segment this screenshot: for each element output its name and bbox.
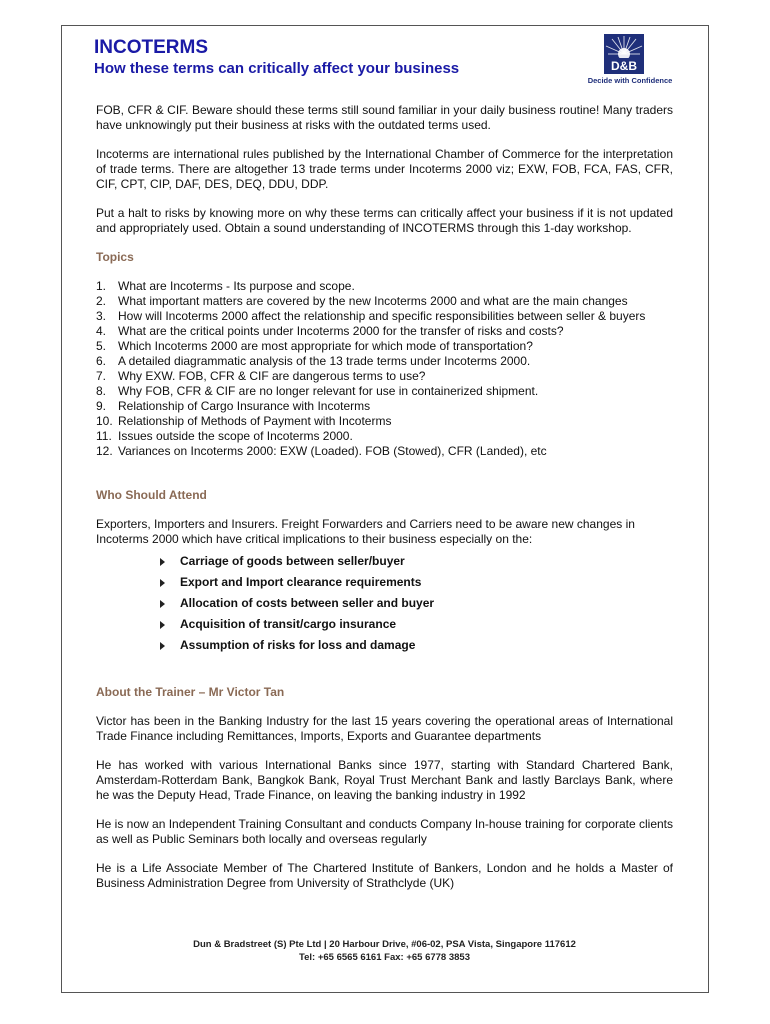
logo-tagline: Decide with Confidence: [587, 76, 673, 85]
list-text: Which Incoterms 2000 are most appropriate for which mode of transportation?: [118, 339, 533, 353]
footer-contact: Tel: +65 6565 6161 Fax: +65 6778 3853: [299, 952, 470, 963]
list-text: What are Incoterms - Its purpose and scope.: [118, 279, 355, 293]
list-item: [96, 369, 673, 384]
intro-paragraph: Incoterms are international rules published by the International Chamber of Commerce for the interpretation of trade terms. There are altogether 13 trade terms under Incoterms 2000 viz; EXW, FOB, FCA, FAS, CFR, CIF, CPT, CIP, DAF, DES, DEQ, DDU, DDP.: [96, 147, 673, 191]
list-item: [96, 324, 673, 339]
list-text: What important matters are covered by the new Incoterms 2000 and what are the main changes: [118, 294, 628, 308]
trainer-paragraph: He is now an Independent Training Consultant and conducts Company In-house training for corporate clients as well as Public Seminars both locally and overseas regularly: [96, 817, 674, 846]
arrow-right-icon: [160, 621, 165, 629]
intro-paragraph: Put a halt to risks by knowing more on why these terms can critically affect your business if it is not updated and appropriately used. Obtain a sound understanding of INCOTERMS through this 1-day workshop.: [96, 206, 673, 235]
dnb-logo: [580, 34, 680, 92]
list-number: 9.: [96, 399, 107, 413]
attend-paragraph: Exporters, Importers and Insurers. Freight Forwarders and Carriers need to be aware new changes in Incoterms 2000 which have critical implications to their business especially on the:: [96, 517, 635, 546]
trainer-paragraph: He has worked with various International Banks since 1977, starting with Standard Chartered Bank, Amsterdam-Rotterdam Bank, Bangkok Bank, Royal Trust Merchant Bank and lastly Barclays Bank, where he was the Deputy Head, Trade Finance, on leaving the banking industry in 1992: [96, 758, 673, 802]
topics-heading: Topics: [96, 250, 134, 264]
list-text: Issues outside the scope of Incoterms 2000.: [118, 429, 353, 443]
list-text: A detailed diagrammatic analysis of the 13 trade terms under Incoterms 2000.: [118, 354, 531, 368]
topics-list: [96, 279, 673, 459]
trainer-heading: About the Trainer – Mr Victor Tan: [96, 685, 285, 699]
page-title: INCOTERMS: [94, 37, 208, 58]
list-item: [96, 339, 673, 354]
list-text: What are the critical points under Incoterms 2000 for the transfer of risks and costs?: [118, 324, 564, 338]
list-number: 11.: [96, 429, 112, 443]
list-text: Relationship of Methods of Payment with Incoterms: [118, 414, 392, 428]
arrow-right-icon: [160, 579, 165, 587]
list-item: [160, 572, 673, 593]
list-number: 12.: [96, 444, 113, 458]
list-number: 8.: [96, 384, 107, 398]
list-item: [96, 294, 673, 309]
list-number: 3.: [96, 309, 107, 323]
arrow-right-icon: [160, 600, 165, 608]
list-number: 7.: [96, 369, 107, 383]
list-text: How will Incoterms 2000 affect the relationship and specific responsibilities between seller & buyers: [118, 309, 646, 323]
list-item: [96, 309, 673, 324]
page-footer: [96, 938, 673, 964]
list-number: 5.: [96, 339, 107, 353]
attend-heading: Who Should Attend: [96, 488, 207, 502]
list-number: 10.: [96, 414, 113, 428]
intro-paragraph: FOB, CFR & CIF. Beware should these terms still sound familiar in your daily business routine! Many traders have unknowingly put their business at risks with the outdated terms used.: [96, 103, 673, 132]
list-item: [96, 414, 673, 429]
bullet-text: Carriage of goods between seller/buyer: [180, 554, 405, 568]
list-item: [160, 635, 673, 656]
arrow-right-icon: [160, 558, 165, 566]
logo-text: D&B: [611, 59, 637, 73]
list-text: Why FOB, CFR & CIF are no longer relevant for use in containerized shipment.: [118, 384, 539, 398]
list-item: [96, 279, 673, 294]
list-number: 1.: [96, 279, 107, 293]
list-number: 6.: [96, 354, 107, 368]
bullet-text: Allocation of costs between seller and buyer: [180, 596, 435, 610]
list-text: Relationship of Cargo Insurance with Incoterms: [118, 399, 371, 413]
footer-address: Dun & Bradstreet (S) Pte Ltd | 20 Harbour Drive, #06-02, PSA Vista, Singapore 117612: [193, 939, 576, 950]
list-item: [96, 399, 673, 414]
page-subtitle: How these terms can critically affect your business: [94, 60, 460, 77]
list-item: [160, 614, 673, 635]
attend-bullet-list: [96, 551, 673, 656]
spacer: [96, 473, 673, 488]
arrow-right-icon: [160, 642, 165, 650]
trainer-paragraph: He is a Life Associate Member of The Chartered Institute of Bankers, London and he holds a Master of Business Administration Degree from University of Strathclyde (UK): [96, 861, 673, 890]
list-item: [160, 593, 673, 614]
list-item: [96, 354, 673, 369]
list-text: Why EXW. FOB, CFR & CIF are dangerous terms to use?: [118, 369, 426, 383]
bullet-text: Assumption of risks for loss and damage: [180, 638, 416, 652]
list-number: 4.: [96, 324, 107, 338]
dnb-logo-icon: [604, 34, 644, 74]
trainer-paragraph: Victor has been in the Banking Industry for the last 15 years covering the operational areas of International Trade Finance including Remittances, Imports, Exports and Guarantee departments: [96, 714, 673, 743]
list-item: [96, 429, 673, 444]
bullet-text: Acquisition of transit/cargo insurance: [180, 617, 397, 631]
bullet-text: Export and Import clearance requirements: [180, 575, 422, 589]
list-number: 2.: [96, 294, 107, 308]
list-item: [160, 551, 673, 572]
spacer: [96, 670, 673, 685]
list-item: [96, 384, 673, 399]
list-item: [96, 444, 673, 459]
list-text: Variances on Incoterms 2000: EXW (Loaded). FOB (Stowed), CFR (Landed), etc: [118, 444, 547, 458]
document-body: [96, 103, 673, 905]
